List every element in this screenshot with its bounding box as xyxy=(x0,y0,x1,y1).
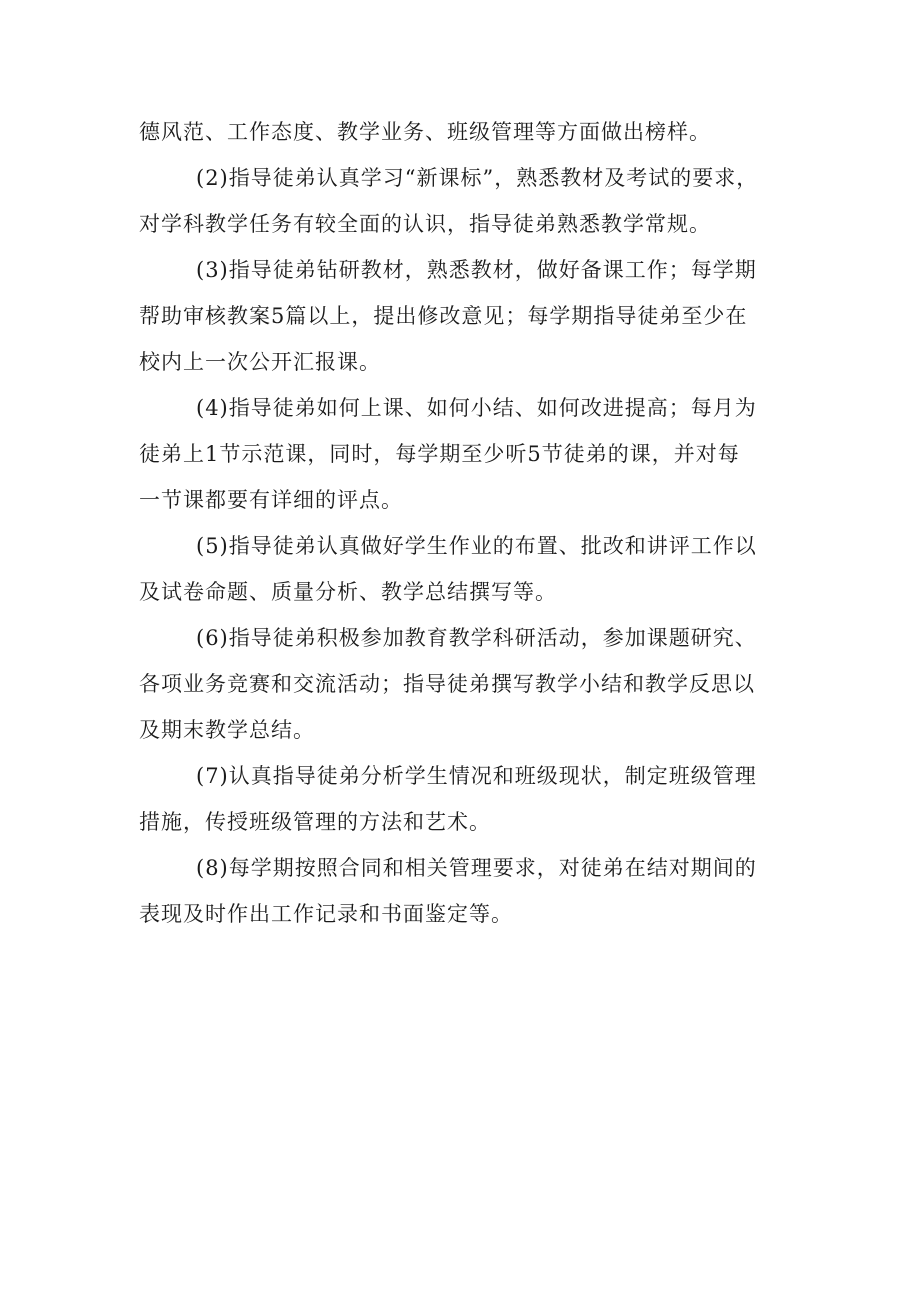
paragraph-8 xyxy=(139,845,799,937)
paragraph-5 xyxy=(139,523,799,615)
paragraph-line: (3)指导徒弟钻研教材，熟悉教材，做好备课工作；每学期 xyxy=(196,258,757,282)
paragraph-line: 措施，传授班级管理的方法和艺术。 xyxy=(139,810,491,834)
paragraph-line: 各项业务竞赛和交流活动；指导徒弟撰写教学小结和教学反思以 xyxy=(139,672,755,696)
paragraph-line: (2)指导徒弟认真学习“新课标”，熟悉教材及考试的要求， xyxy=(196,166,759,190)
paragraph-6 xyxy=(139,615,799,753)
paragraph-line: 德风范、工作态度、教学业务、班级管理等方面做出榜样。 xyxy=(139,120,711,144)
paragraph-4 xyxy=(139,385,799,523)
paragraph-line: 一节课都要有详细的评点。 xyxy=(139,488,403,512)
document-body xyxy=(139,109,799,937)
paragraph-line: (4)指导徒弟如何上课、如何小结、如何改进提高；每月为 xyxy=(196,396,757,420)
paragraph-line: 对学科教学任务有较全面的认识，指导徒弟熟悉教学常规。 xyxy=(139,212,711,236)
paragraph-line: 及期末教学总结。 xyxy=(139,718,315,742)
paragraph-line: 帮助审核教案5篇以上，提出修改意见；每学期指导徒弟至少在 xyxy=(139,304,748,328)
paragraph-line: (8)每学期按照合同和相关管理要求，对徒弟在结对期间的 xyxy=(196,856,757,880)
paragraph-2 xyxy=(139,155,799,247)
paragraph-line: (6)指导徒弟积极参加教育教学科研活动，参加课题研究、 xyxy=(196,626,757,650)
paragraph-line: 表现及时作出工作记录和书面鉴定等。 xyxy=(139,902,513,926)
paragraph-line: 校内上一次公开汇报课。 xyxy=(139,350,381,374)
paragraph-line: 及试卷命题、质量分析、教学总结撰写等。 xyxy=(139,580,557,604)
paragraph-3 xyxy=(139,247,799,385)
paragraph-line: (5)指导徒弟认真做好学生作业的布置、批改和讲评工作以 xyxy=(196,534,757,558)
paragraph-7 xyxy=(139,753,799,845)
paragraph-line: 徒弟上1节示范课，同时，每学期至少听5节徒弟的课，并对每 xyxy=(139,442,740,466)
paragraph-1 xyxy=(139,109,799,155)
paragraph-line: (7)认真指导徒弟分析学生情况和班级现状，制定班级管理 xyxy=(196,764,757,788)
